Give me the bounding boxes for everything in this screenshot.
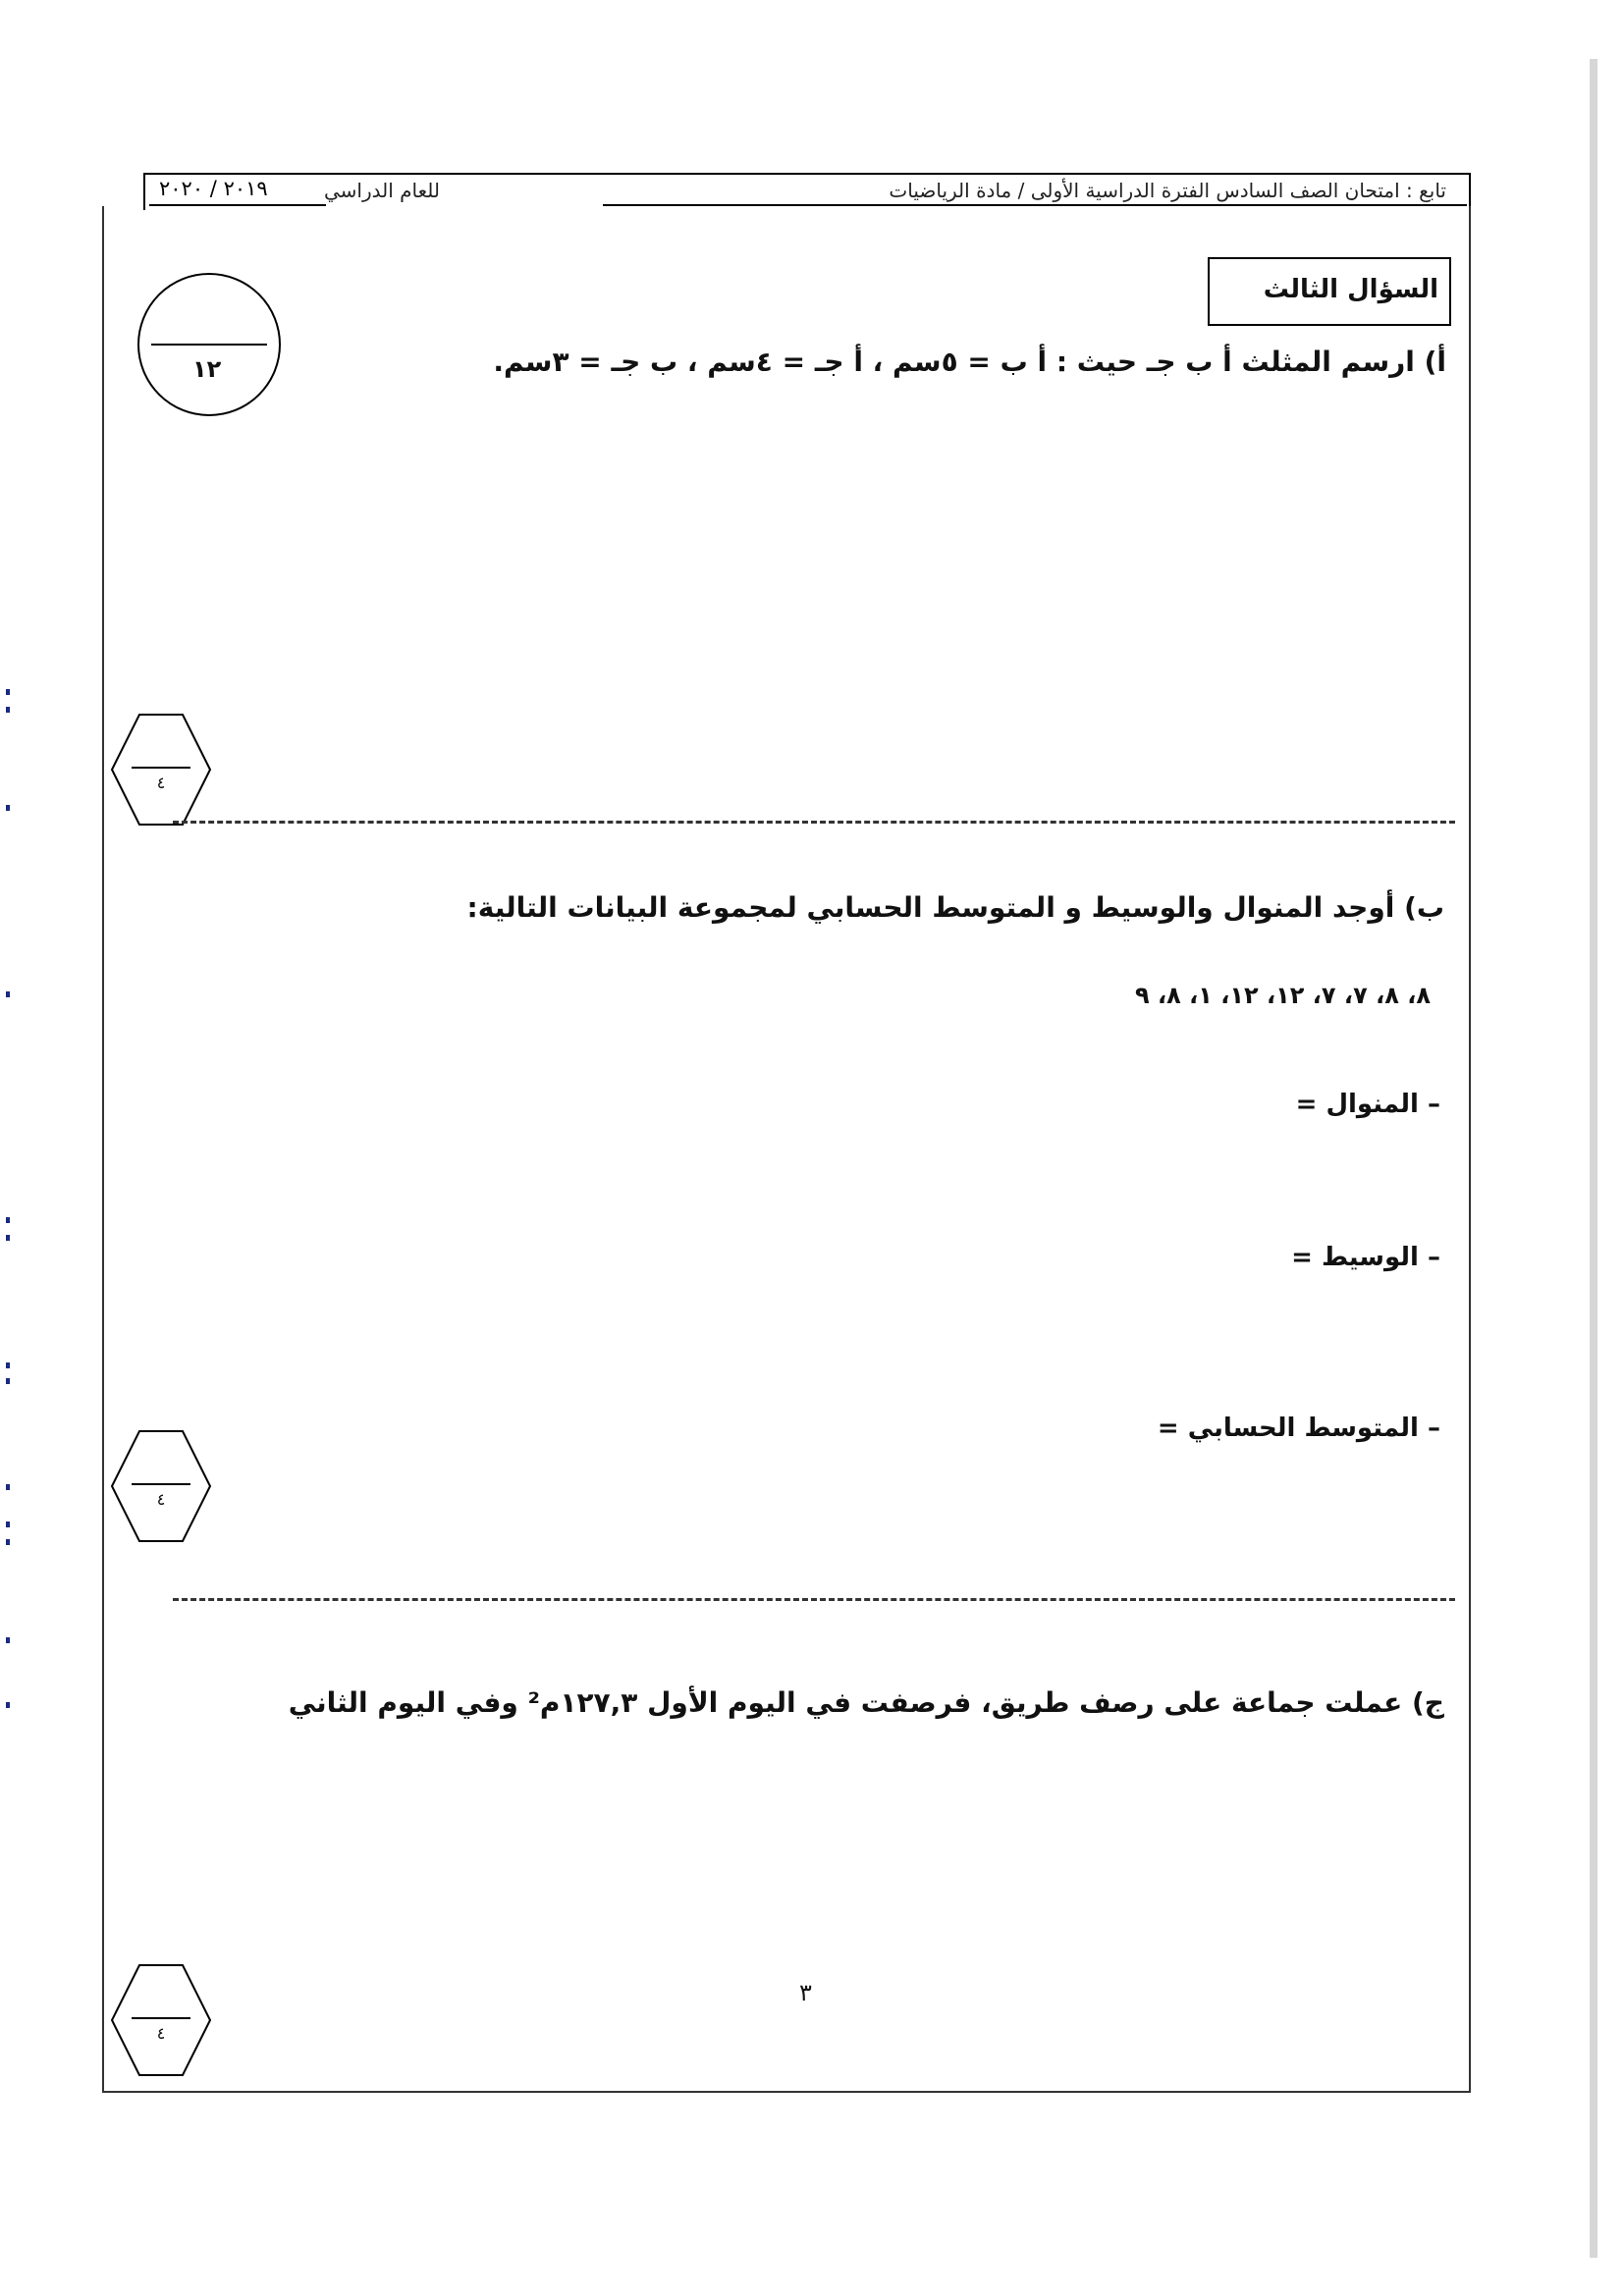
part-b-score-value: ٤ <box>156 1490 166 1509</box>
part-a-prompt: أ) ارسم المثلث أ ب جـ حيث : أ ب = ٥سم ، أ جـ = ٤سم ، ب جـ = ٣سم. <box>493 346 1446 378</box>
mean-answer-line: – المتوسط الحسابي = <box>1157 1414 1440 1443</box>
academic-year-label: للعام الدراسي <box>324 179 440 202</box>
scan-edge-strip <box>1590 59 1597 2258</box>
total-score-value: ١٢ <box>192 355 222 383</box>
score-divider <box>151 344 267 346</box>
median-answer-line: – الوسيط = <box>1291 1243 1440 1272</box>
scan-mark <box>6 1484 10 1490</box>
scan-mark <box>6 1217 10 1223</box>
scan-mark <box>6 805 10 811</box>
scan-mark <box>6 707 10 713</box>
scan-mark <box>6 1235 10 1241</box>
academic-year-value: ٢٠١٩ / ٢٠٢٠ <box>159 177 268 200</box>
section-separator <box>173 1598 1455 1601</box>
scan-mark <box>6 1702 10 1708</box>
scan-mark <box>6 689 10 695</box>
part-c-score-hexagon <box>110 1963 212 2077</box>
part-b-prompt: ب) أوجد المنوال والوسيط و المتوسط الحسابي لمجموعة البيانات التالية: <box>466 891 1444 924</box>
part-a-score-value: ٤ <box>156 774 166 792</box>
data-values: ٨، ٨، ٧، ٧، ١٢، ١٢، ١، ٨، ٩ <box>1134 982 1431 1009</box>
scan-mark <box>6 1362 10 1368</box>
scan-mark <box>6 991 10 997</box>
section-separator <box>173 821 1455 824</box>
scan-mark <box>6 1637 10 1643</box>
mode-answer-line: – المنوال = <box>1295 1090 1440 1119</box>
scan-mark <box>6 1539 10 1545</box>
part-c-score-value: ٤ <box>156 2024 166 2043</box>
exam-header-title: تابع : امتحان الصف السادس الفترة الدراسية الأولى / مادة الرياضيات <box>889 179 1446 202</box>
page-number: ٣ <box>799 1979 812 2006</box>
part-c-prompt: ج) عملت جماعة على رصف طريق، فرصفت في اليوم الأول ١٢٧,٣م² وفي اليوم الثاني <box>288 1686 1444 1719</box>
part-b-score-hexagon <box>110 1429 212 1543</box>
exam-page-frame <box>102 206 1471 2093</box>
scan-mark <box>6 1522 10 1527</box>
part-a-score-hexagon <box>110 713 212 827</box>
scan-mark <box>6 1378 10 1384</box>
question-title: السؤال الثالث <box>1263 275 1438 304</box>
